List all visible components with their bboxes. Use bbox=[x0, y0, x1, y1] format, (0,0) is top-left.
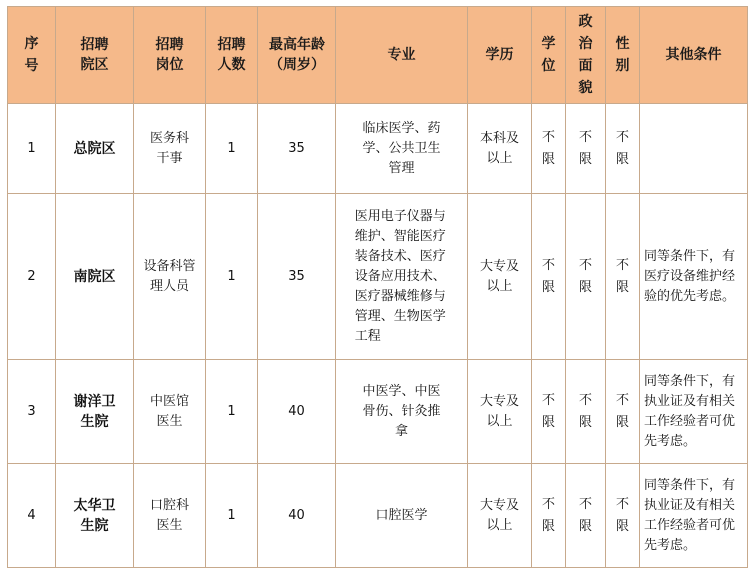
header-count: 招聘人数 bbox=[206, 7, 258, 104]
cell-degree: 不限 bbox=[532, 104, 566, 194]
cell-age: 35 bbox=[258, 104, 336, 194]
header-gender: 性别 bbox=[606, 7, 640, 104]
cell-count: 1 bbox=[206, 194, 258, 360]
cell-count: 1 bbox=[206, 104, 258, 194]
cell-degree: 不限 bbox=[532, 360, 566, 464]
cell-other: 同等条件下，有医疗设备维护经验的优先考虑。 bbox=[640, 194, 748, 360]
cell-district: 总院区 bbox=[56, 104, 134, 194]
cell-seq: 1 bbox=[8, 104, 56, 194]
cell-position: 中医馆医生 bbox=[134, 360, 206, 464]
header-other: 其他条件 bbox=[640, 7, 748, 104]
cell-age: 35 bbox=[258, 194, 336, 360]
cell-major: 医用电子仪器与维护、智能医疗装备技术、医疗设备应用技术、医疗器械维修与管理、生物医学工程 bbox=[336, 194, 468, 360]
recruitment-table bbox=[7, 6, 748, 568]
header-degree: 学位 bbox=[532, 7, 566, 104]
cell-politics: 不限 bbox=[566, 194, 606, 360]
cell-major: 临床医学、药学、公共卫生管理 bbox=[336, 104, 468, 194]
header-position: 招聘岗位 bbox=[134, 7, 206, 104]
cell-education: 大专及以上 bbox=[468, 360, 532, 464]
cell-other: 同等条件下，有执业证及有相关工作经验者可优先考虑。 bbox=[640, 360, 748, 464]
cell-education: 本科及以上 bbox=[468, 104, 532, 194]
header-major: 专业 bbox=[336, 7, 468, 104]
cell-other: 同等条件下，有执业证及有相关工作经验者可优先考虑。 bbox=[640, 464, 748, 568]
header-seq: 序号 bbox=[8, 7, 56, 104]
cell-degree: 不限 bbox=[532, 464, 566, 568]
cell-politics: 不限 bbox=[566, 464, 606, 568]
cell-age: 40 bbox=[258, 360, 336, 464]
cell-education: 大专及以上 bbox=[468, 194, 532, 360]
cell-count: 1 bbox=[206, 464, 258, 568]
cell-gender: 不限 bbox=[606, 194, 640, 360]
cell-other bbox=[640, 104, 748, 194]
cell-position: 口腔科医生 bbox=[134, 464, 206, 568]
cell-politics: 不限 bbox=[566, 104, 606, 194]
table-row bbox=[8, 194, 748, 360]
cell-district: 南院区 bbox=[56, 194, 134, 360]
cell-education: 大专及以上 bbox=[468, 464, 532, 568]
table-row bbox=[8, 104, 748, 194]
cell-position: 设备科管理人员 bbox=[134, 194, 206, 360]
cell-major: 口腔医学 bbox=[336, 464, 468, 568]
table-header-row bbox=[8, 7, 748, 104]
cell-position: 医务科干事 bbox=[134, 104, 206, 194]
cell-gender: 不限 bbox=[606, 360, 640, 464]
table-row bbox=[8, 360, 748, 464]
cell-major: 中医学、中医骨伤、针灸推拿 bbox=[336, 360, 468, 464]
table-row bbox=[8, 464, 748, 568]
cell-gender: 不限 bbox=[606, 104, 640, 194]
cell-age: 40 bbox=[258, 464, 336, 568]
header-politics: 政治面貌 bbox=[566, 7, 606, 104]
header-education: 学历 bbox=[468, 7, 532, 104]
cell-degree: 不限 bbox=[532, 194, 566, 360]
header-age: 最高年龄（周岁） bbox=[258, 7, 336, 104]
header-district: 招聘院区 bbox=[56, 7, 134, 104]
cell-seq: 3 bbox=[8, 360, 56, 464]
cell-district: 太华卫生院 bbox=[56, 464, 134, 568]
cell-count: 1 bbox=[206, 360, 258, 464]
cell-gender: 不限 bbox=[606, 464, 640, 568]
cell-seq: 4 bbox=[8, 464, 56, 568]
cell-politics: 不限 bbox=[566, 360, 606, 464]
cell-seq: 2 bbox=[8, 194, 56, 360]
cell-district: 谢洋卫生院 bbox=[56, 360, 134, 464]
